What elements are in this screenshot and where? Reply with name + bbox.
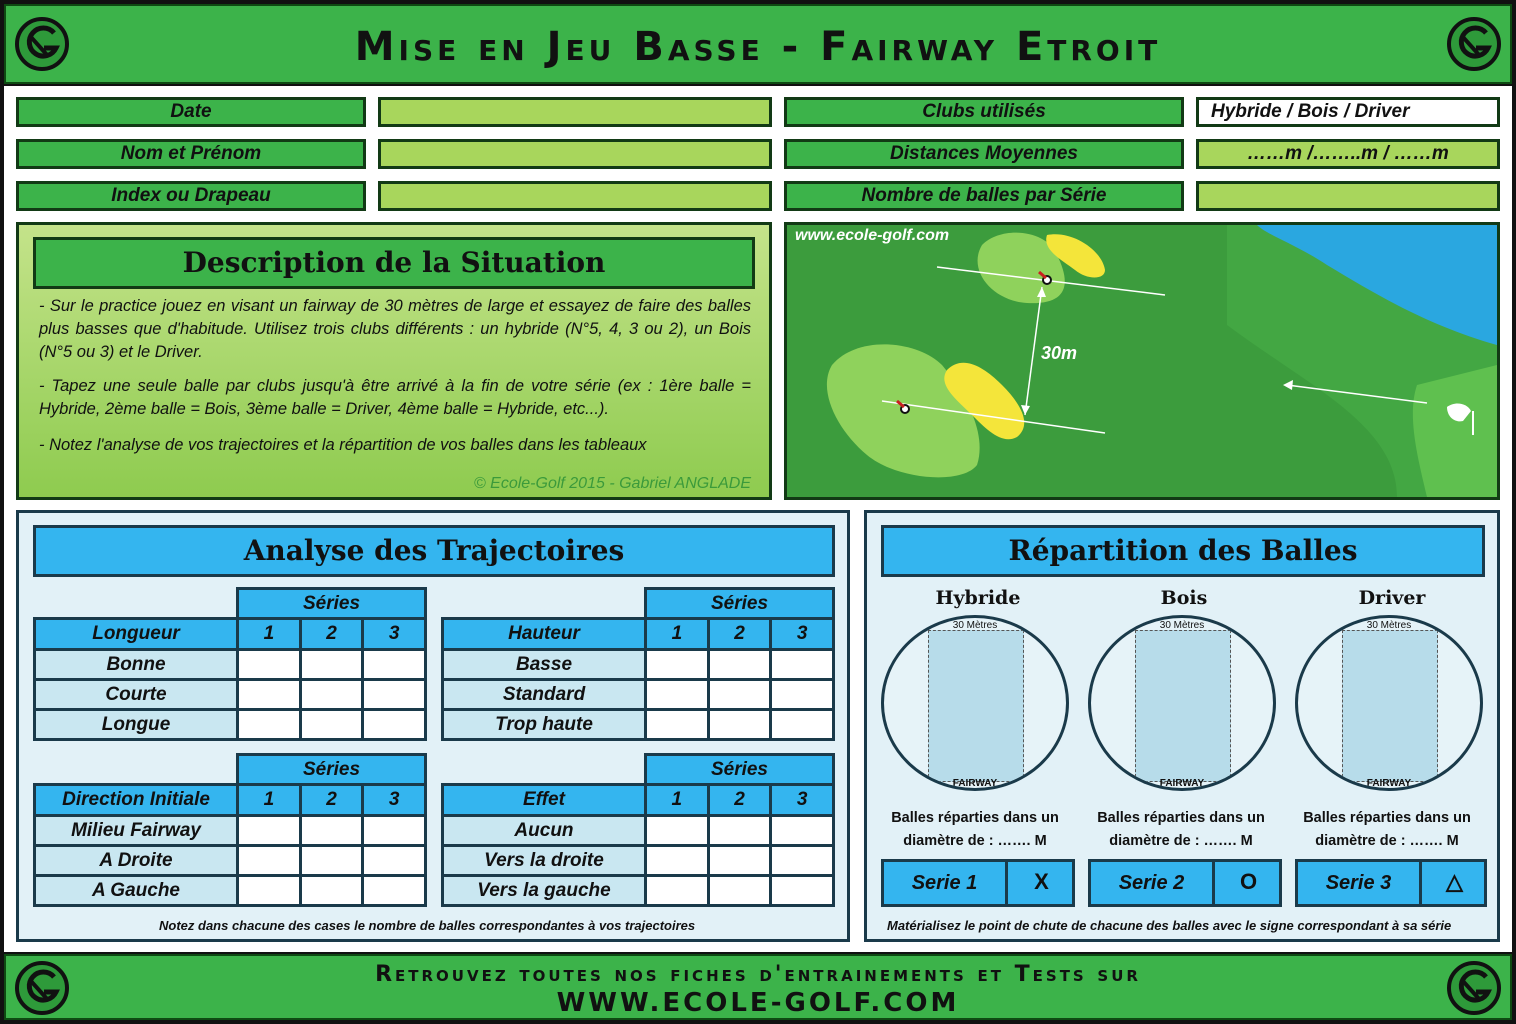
count-cell[interactable]	[363, 680, 426, 710]
count-cell[interactable]	[771, 876, 834, 906]
map-distance-label: 30m	[1041, 343, 1078, 363]
series-col: 1	[238, 619, 301, 650]
series-col: 3	[771, 785, 834, 816]
count-cell[interactable]	[771, 650, 834, 680]
golf-logo-icon	[1446, 960, 1502, 1016]
count-cell[interactable]	[708, 710, 771, 740]
spread-line: Balles réparties dans un	[891, 810, 1059, 826]
date-field[interactable]	[378, 97, 772, 127]
count-cell[interactable]	[771, 846, 834, 876]
fairway-zone	[1135, 630, 1231, 782]
series-col: 2	[300, 785, 363, 816]
serie-legend	[881, 859, 1075, 907]
row-label: A Gauche	[35, 876, 238, 906]
count-cell[interactable]	[363, 846, 426, 876]
count-cell[interactable]	[708, 650, 771, 680]
count-cell[interactable]	[300, 846, 363, 876]
footer-banner	[4, 954, 1512, 1020]
club-name: Bois	[1160, 587, 1208, 609]
repartition-panel	[864, 510, 1500, 942]
series-header: Séries	[238, 589, 426, 619]
spread-text	[875, 807, 1075, 853]
footer-tagline: Retrouvez toutes nos fiches d'entrainements et Tests sur	[375, 962, 1141, 987]
count-cell[interactable]	[363, 710, 426, 740]
fairway-zone	[928, 630, 1024, 782]
row-label: Basse	[443, 650, 646, 680]
serie-symbol: O	[1239, 869, 1258, 894]
series-header: Séries	[645, 755, 833, 785]
serie-label: Serie 2	[1091, 862, 1215, 904]
count-cell[interactable]	[646, 650, 709, 680]
fairway-width-label: 30 Mètres	[1159, 620, 1205, 631]
description-title: Description de la Situation	[33, 237, 755, 289]
spread-line[interactable]: diamètre de : ……. M	[903, 833, 1047, 849]
hauteur-header: Hauteur	[443, 619, 646, 650]
date-label: Date	[16, 97, 366, 127]
club-name: Driver	[1358, 587, 1426, 609]
count-cell[interactable]	[771, 710, 834, 740]
count-cell[interactable]	[363, 816, 426, 846]
analysis-title: Analyse des Trajectoires	[33, 525, 835, 577]
club-name: Hybride	[935, 587, 1021, 609]
direction-table	[33, 753, 427, 907]
balls-per-series-field[interactable]	[1196, 181, 1500, 211]
description-paragraph: - Notez l'analyse de vos trajectoires et la répartition de vos balles dans les tableaux	[39, 436, 647, 454]
serie-label: Serie 1	[884, 862, 1008, 904]
description-paragraph: - Sur le practice jouez en visant un fairway de 30 mètres de large et essayez de faire des balles plus basses que d'habitude. Utilisez trois clubs différents : un hybride (N°5, 4, 3 ou 2), un Bois (N°5 ou 3) et le Driver.	[39, 297, 751, 361]
series-col: 1	[645, 785, 708, 816]
count-cell[interactable]	[771, 680, 834, 710]
row-label: Courte	[35, 680, 238, 710]
fairway-width-label: 30 Mètres	[952, 620, 998, 631]
name-label: Nom et Prénom	[16, 139, 366, 169]
row-label: Aucun	[443, 816, 646, 846]
count-cell[interactable]	[238, 650, 301, 680]
row-label: A Droite	[35, 846, 238, 876]
count-cell[interactable]	[300, 816, 363, 846]
row-label: Vers la droite	[443, 846, 646, 876]
count-cell[interactable]	[363, 876, 426, 906]
row-label: Trop haute	[443, 710, 646, 740]
longueur-table	[33, 587, 427, 741]
series-col: 3	[363, 619, 426, 650]
repartition-title: Répartition des Balles	[881, 525, 1485, 577]
golf-logo-icon	[1446, 16, 1502, 72]
count-cell[interactable]	[300, 876, 363, 906]
header-banner	[4, 4, 1512, 84]
fairway-label: FAIRWAY	[1159, 778, 1205, 789]
hole-map	[784, 222, 1500, 500]
count-cell[interactable]	[771, 816, 834, 846]
series-col: 3	[771, 619, 834, 650]
count-cell[interactable]	[645, 846, 708, 876]
series-col: 2	[708, 785, 771, 816]
spread-text	[1287, 807, 1487, 853]
row-label: Bonne	[35, 650, 238, 680]
count-cell[interactable]	[363, 650, 426, 680]
count-cell[interactable]	[238, 816, 301, 846]
spread-text	[1081, 807, 1281, 853]
fairway-width-label: 30 Mètres	[1366, 620, 1412, 631]
series-header: Séries	[238, 755, 426, 785]
description-panel	[16, 222, 772, 500]
fairway-label: FAIRWAY	[1366, 778, 1412, 789]
series-col: 3	[363, 785, 426, 816]
count-cell[interactable]	[645, 816, 708, 846]
footer-website-link[interactable]: WWW.ECOLE-GOLF.COM	[556, 988, 960, 1018]
hauteur-table	[441, 587, 835, 741]
count-cell[interactable]	[708, 680, 771, 710]
row-label: Longue	[35, 710, 238, 740]
direction-header: Direction Initiale	[35, 785, 238, 816]
count-cell[interactable]	[238, 876, 301, 906]
longueur-header: Longueur	[35, 619, 238, 650]
description-paragraph: - Tapez une seule balle par clubs jusqu'à être arrivé à la fin de votre série (ex : 1ère balle = Hybride, 2ème balle = Bois, 3ème balle = Driver, 4ème balle = Hybride, etc...).	[39, 377, 751, 418]
row-label: Standard	[443, 680, 646, 710]
effet-header: Effet	[443, 785, 646, 816]
count-cell[interactable]	[300, 710, 363, 740]
index-label: Index ou Drapeau	[16, 181, 366, 211]
copyright: © Ecole-Golf 2015 - Gabriel ANGLADE	[473, 475, 751, 492]
balls-per-series-label: Nombre de balles par Série	[784, 181, 1184, 211]
name-field[interactable]	[378, 139, 772, 169]
serie-label: Serie 3	[1298, 862, 1422, 904]
map-watermark-url: www.ecole-golf.com	[795, 227, 950, 244]
row-label: Vers la gauche	[443, 876, 646, 906]
repartition-note: Matérialisez le point de chute de chacune des balles avec le signe correspondant à sa série	[887, 918, 1452, 933]
dispersion-circle[interactable]	[1088, 615, 1276, 791]
count-cell[interactable]	[708, 876, 771, 906]
spread-line: Balles réparties dans un	[1303, 810, 1471, 826]
count-cell[interactable]	[300, 650, 363, 680]
page-title: Mise en Jeu Basse - Fairway Etroit	[354, 24, 1162, 70]
count-cell[interactable]	[646, 680, 709, 710]
serie-symbol: △	[1446, 869, 1463, 894]
serie-legend	[1295, 859, 1487, 907]
count-cell[interactable]	[300, 680, 363, 710]
fairway-label: FAIRWAY	[952, 778, 998, 789]
effet-table	[441, 753, 835, 907]
series-col: 1	[646, 619, 709, 650]
row-label: Milieu Fairway	[35, 816, 238, 846]
count-cell[interactable]	[238, 710, 301, 740]
clubs-value: Hybride / Bois / Driver	[1196, 97, 1500, 127]
count-cell[interactable]	[708, 816, 771, 846]
series-header: Séries	[646, 589, 834, 619]
analysis-note: Notez dans chacune des cases le nombre de balles correspondantes à vos trajectoires	[159, 918, 696, 933]
series-col: 1	[238, 785, 301, 816]
count-cell[interactable]	[238, 680, 301, 710]
distances-label: Distances Moyennes	[784, 139, 1184, 169]
hole-illustration	[787, 225, 1497, 497]
analysis-panel	[16, 510, 850, 942]
spread-line[interactable]: diamètre de : ……. M	[1315, 833, 1459, 849]
serie-legend	[1088, 859, 1282, 907]
count-cell[interactable]	[645, 876, 708, 906]
fairway-zone	[1342, 630, 1438, 782]
count-cell[interactable]	[708, 846, 771, 876]
dispersion-circle[interactable]	[1295, 615, 1483, 791]
count-cell[interactable]	[238, 846, 301, 876]
series-col: 2	[708, 619, 771, 650]
spread-line: Balles réparties dans un	[1097, 810, 1265, 826]
spread-line[interactable]: diamètre de : ……. M	[1109, 833, 1253, 849]
serie-symbol: X	[1034, 869, 1049, 894]
dispersion-circle[interactable]	[881, 615, 1069, 791]
count-cell[interactable]	[646, 710, 709, 740]
clubs-label: Clubs utilisés	[784, 97, 1184, 127]
distances-field[interactable]: ……m /……..m / ……m	[1196, 139, 1500, 169]
series-col: 2	[300, 619, 363, 650]
index-field[interactable]	[378, 181, 772, 211]
